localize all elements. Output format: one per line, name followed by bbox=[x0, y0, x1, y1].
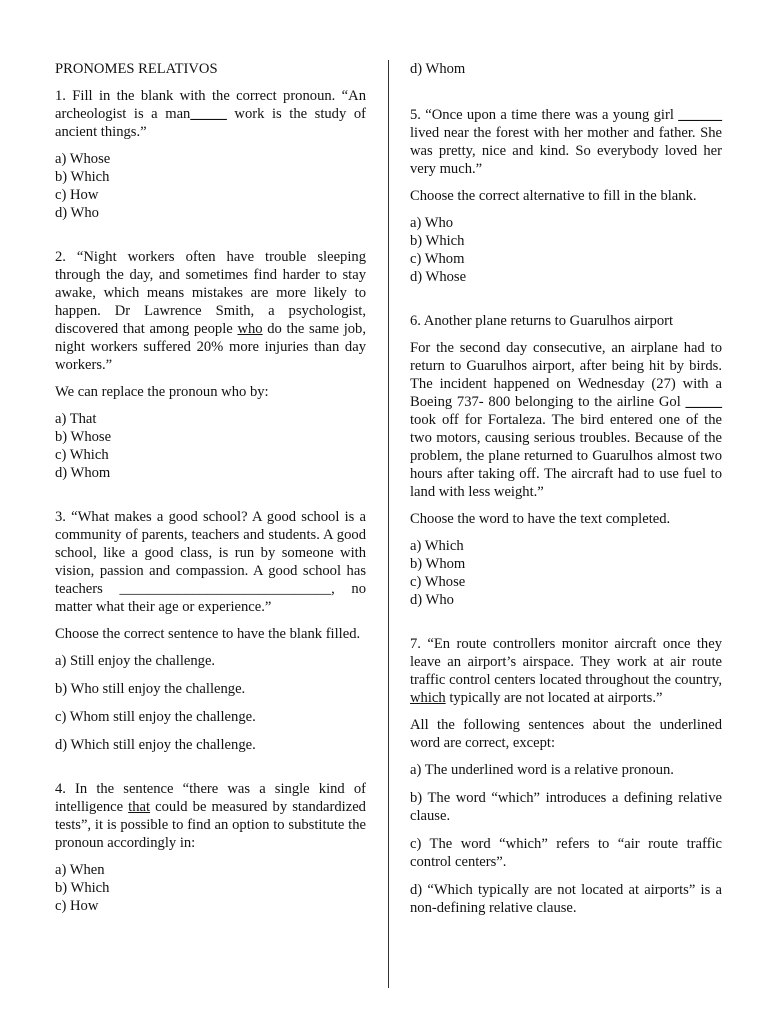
right-column bbox=[410, 60, 722, 927]
option: a) Who bbox=[410, 215, 454, 231]
option: c) Which bbox=[55, 447, 109, 463]
question-2-text: 2. “Night workers often have trouble sleeping through the day, and sometimes find harder to stay awake, which means mistakes are more likely to happen. Dr Lawrence Smith, a psychologist, discovered that among people who do the same job, night workers suffered 20% more injuries than day workers.” bbox=[55, 249, 366, 373]
option: c) How bbox=[55, 898, 99, 914]
question-4-options bbox=[55, 861, 366, 915]
underlined-word: which bbox=[410, 690, 446, 706]
option: c) Whose bbox=[410, 574, 466, 590]
option: d) “Which typically are not located at airports” is a non-defining relative clause. bbox=[410, 882, 722, 916]
option: d) Who bbox=[55, 205, 99, 221]
question-6-heading: 6. Another plane returns to Guarulhos airport bbox=[410, 313, 674, 329]
option: d) Whom bbox=[410, 61, 466, 77]
question-1-options bbox=[55, 150, 366, 222]
option: b) Which bbox=[55, 169, 110, 185]
option: a) Whose bbox=[55, 151, 111, 167]
question-5-prompt: Choose the correct alternative to fill in the blank. bbox=[410, 188, 697, 204]
option: d) Whose bbox=[410, 269, 467, 285]
option: c) Whom bbox=[410, 251, 465, 267]
blank: _____ bbox=[685, 394, 722, 410]
option: b) The word “which” introduces a defining relative clause. bbox=[410, 790, 722, 824]
option: b) Who still enjoy the challenge. bbox=[55, 681, 246, 697]
left-column bbox=[55, 60, 366, 915]
option: b) Whom bbox=[410, 556, 466, 572]
option: a) The underlined word is a relative pronoun. bbox=[410, 762, 674, 778]
option: b) Which bbox=[410, 233, 465, 249]
column-divider bbox=[388, 60, 389, 988]
question-4 bbox=[55, 780, 366, 915]
question-6-text: For the second day consecutive, an airplane had to return to Guarulhos airport, after being hit by birds. The incident happened on Wednesday (27) with a Boeing 737- 800 belonging to the airline Gol _____ took off for Fortaleza. The bird entered one of the two motors, causing serious troubles. Because of the problem, the plane returned to Guarulhos almost two hours after taking off. The aircraft had to use fuel to land with less weight.” bbox=[410, 340, 722, 500]
question-5 bbox=[410, 106, 722, 286]
question-3-options bbox=[55, 652, 366, 754]
option: b) Which bbox=[55, 880, 110, 896]
option: a) When bbox=[55, 862, 105, 878]
question-2-options bbox=[55, 410, 366, 482]
blank: _____ bbox=[190, 106, 227, 122]
blank: _____________________________ bbox=[119, 581, 332, 597]
question-7 bbox=[410, 635, 722, 917]
question-5-text: 5. “Once upon a time there was a young girl ______ lived near the forest with her mother and father. She was pretty, nice and kind. So everybody loved her very much.” bbox=[410, 107, 722, 177]
question-7-text: 7. “En route controllers monitor aircraft once they leave an airport’s airspace. They work at air route traffic control centers located throughout the country, which typically are not located at airports.” bbox=[410, 636, 722, 706]
option: d) Which still enjoy the challenge. bbox=[55, 737, 256, 753]
question-7-options bbox=[410, 761, 722, 917]
option: a) Still enjoy the challenge. bbox=[55, 653, 216, 669]
question-6-prompt: Choose the word to have the text completed. bbox=[410, 511, 671, 527]
question-1-text: 1. Fill in the blank with the correct pronoun. “An archeologist is a man_____ work is the study of ancient things.” bbox=[55, 88, 366, 140]
option: a) That bbox=[55, 411, 97, 427]
question-6-options bbox=[410, 537, 722, 609]
question-4-options-continued bbox=[410, 60, 722, 78]
option: a) Which bbox=[410, 538, 464, 554]
question-7-prompt: All the following sentences about the underlined word are correct, except: bbox=[410, 717, 722, 751]
underlined-word: who bbox=[237, 321, 263, 337]
option: c) How bbox=[55, 187, 99, 203]
blank: ______ bbox=[678, 107, 722, 123]
option: b) Whose bbox=[55, 429, 112, 445]
question-3 bbox=[55, 508, 366, 754]
page-title: PRONOMES RELATIVOS bbox=[55, 61, 218, 77]
question-3-text: 3. “What makes a good school? A good school is a community of parents, teachers and students. A good school, like a good class, is run by someone with vision, passion and compassion. A good school has teachers _____________________________, no matter what their age or experience.” bbox=[55, 509, 367, 615]
option: d) Who bbox=[410, 592, 454, 608]
question-3-prompt: Choose the correct sentence to have the blank filled. bbox=[55, 626, 361, 642]
question-5-options bbox=[410, 214, 722, 286]
question-2 bbox=[55, 248, 366, 482]
option: c) The word “which” refers to “air route traffic control centers”. bbox=[410, 836, 722, 870]
question-4-text: 4. In the sentence “there was a single kind of intelligence that could be measured by standardized tests”, it is possible to find an option to substitute the pronoun accordingly in: bbox=[55, 781, 366, 851]
underlined-word: that bbox=[128, 799, 151, 815]
question-2-prompt: We can replace the pronoun who by: bbox=[55, 384, 269, 400]
question-6 bbox=[410, 312, 722, 609]
option: d) Whom bbox=[55, 465, 111, 481]
question-1 bbox=[55, 87, 366, 222]
option: c) Whom still enjoy the challenge. bbox=[55, 709, 256, 725]
